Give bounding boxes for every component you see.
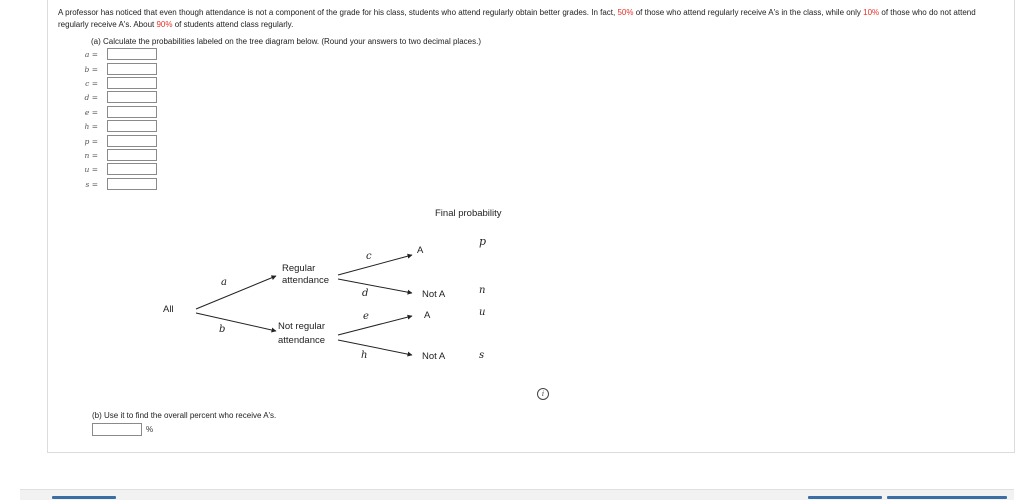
answer-label: p =: [84, 137, 98, 146]
var-s: s: [479, 350, 485, 361]
pct-irregular-a: 10%: [863, 8, 880, 17]
answer-label: s =: [85, 180, 98, 189]
part-b-prompt: (b) Use it to find the overall percent who receive A's.: [92, 411, 277, 420]
branch-b: [196, 313, 276, 331]
var-h: h: [361, 350, 368, 361]
tree-diagram: [48, 0, 1014, 452]
var-u: u: [479, 307, 486, 318]
tree-root-all: All: [163, 304, 174, 315]
node-not-regular-line2: attendance: [278, 335, 326, 346]
intro-text-1: A professor has noticed that even though attendance is not a component of the grade for his class, students who attend regularly obtain better grades. In fact,: [58, 8, 618, 17]
answer-label: e =: [84, 108, 98, 117]
answer-label: u =: [84, 165, 98, 174]
final-probability-heading: Final probability: [435, 208, 502, 219]
question-panel: [47, 0, 1015, 453]
node-regular-line2: attendance: [282, 275, 330, 286]
overall-percent-input[interactable]: [92, 423, 142, 436]
answer-label: n =: [84, 151, 98, 160]
outcome-not-a-regular: Not A: [422, 289, 446, 300]
outcome-a-irregular: A: [424, 310, 431, 321]
percent-unit: %: [146, 425, 154, 434]
var-n: n: [479, 285, 486, 296]
answer-label: h =: [84, 122, 98, 131]
tree-branches: [48, 0, 1014, 452]
outcome-not-a-irregular: Not A: [422, 351, 446, 362]
node-regular-line1: Regular: [282, 263, 316, 274]
intro-text-4: of students attend class regularly.: [172, 20, 294, 29]
var-a: a: [221, 277, 227, 288]
outcome-a-regular: A: [417, 245, 424, 256]
branch-d: [338, 279, 412, 293]
info-icon[interactable]: i: [537, 388, 549, 400]
branch-c: [338, 255, 412, 275]
var-p: p: [479, 235, 487, 248]
pct-regular-a: 50%: [617, 8, 634, 17]
branch-e: [338, 316, 412, 335]
part-a-prompt: (a) Calculate the probabilities labeled on the tree diagram below. (Round your answers to two decimal places.): [91, 37, 481, 46]
answer-label: c =: [85, 79, 98, 88]
var-c: c: [366, 251, 372, 262]
intro-text-3: of those who do not attend regularly receive A's. About: [58, 8, 976, 29]
node-not-regular-line1: Not regular: [278, 321, 325, 332]
answer-label: b =: [84, 65, 98, 74]
var-b: b: [219, 324, 226, 335]
intro-text-2: of those who attend regularly receive A's in the class, while only: [633, 8, 864, 17]
branch-h: [338, 340, 412, 355]
pct-attend: 90%: [156, 20, 173, 29]
answer-label: a =: [84, 50, 98, 59]
answer-label: d =: [84, 93, 98, 102]
branch-a: [196, 276, 276, 309]
var-d: d: [362, 288, 369, 299]
var-e: e: [363, 311, 369, 322]
